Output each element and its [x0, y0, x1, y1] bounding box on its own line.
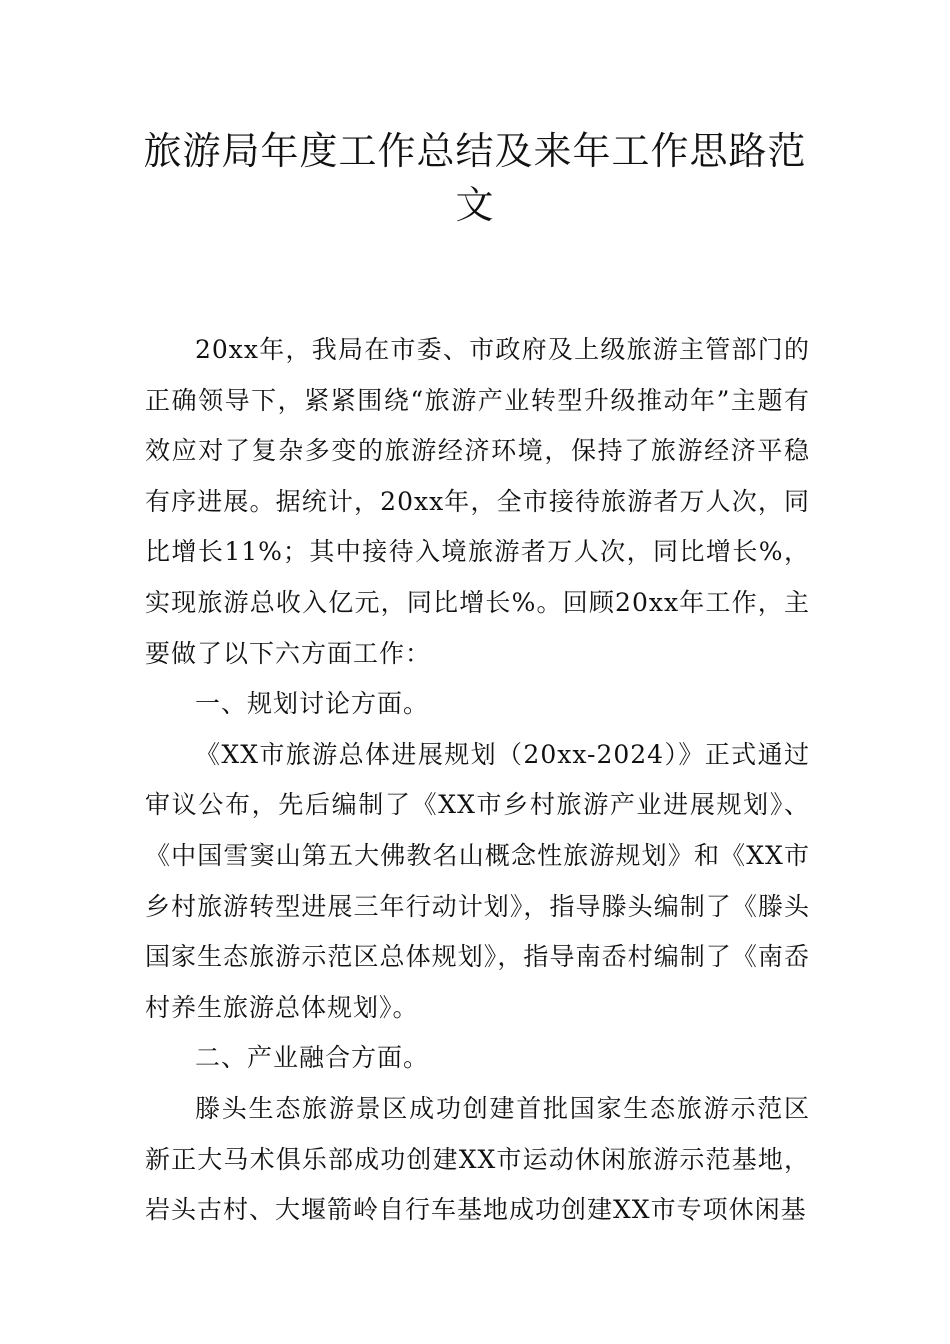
paragraph-intro: 20xx年，我局在市委、市政府及上级旅游主管部门的正确领导下，紧紧围绕“旅游产业转型升级推动年”主题有效应对了复杂多变的旅游经济环境，保持了旅游经济平稳有序进展。据统计，20xx年，全市接待旅游者万人次，同比增长11%；其中接待入境旅游者万人次，同比增长%，实现旅游总收入亿元，同比增长%。回顾20xx年工作，主要做了以下六方面工作： — [145, 335, 810, 668]
section-heading-planning: 一、规划讨论方面。 — [195, 689, 430, 719]
document-body — [145, 325, 810, 1236]
paragraph-industry: 滕头生态旅游景区成功创建首批国家生态旅游示范区新正大马术俱乐部成功创建XX市运动休闲旅游示范基地，岩头古村、大堰箭岭自行车基地成功创建XX市专项休闲基 — [145, 1093, 810, 1225]
section-heading-industry: 二、产业融合方面。 — [195, 1043, 430, 1073]
paragraph-planning: 《XX市旅游总体进展规划（20xx-2024）》正式通过审议公布，先后编制了《XX市乡村旅游产业进展规划》、《中国雪窦山第五大佛教名山概念性旅游规划》和《XX市乡村旅游转型进展三年行动计划》，指导滕头编制了《滕头国家生态旅游示范区总体规划》，指导南岙村编制了《南岙村养生旅游总体规划》。 — [145, 739, 810, 1022]
document-title: 旅游局年度工作总结及来年工作思路范 文 — [143, 129, 807, 227]
